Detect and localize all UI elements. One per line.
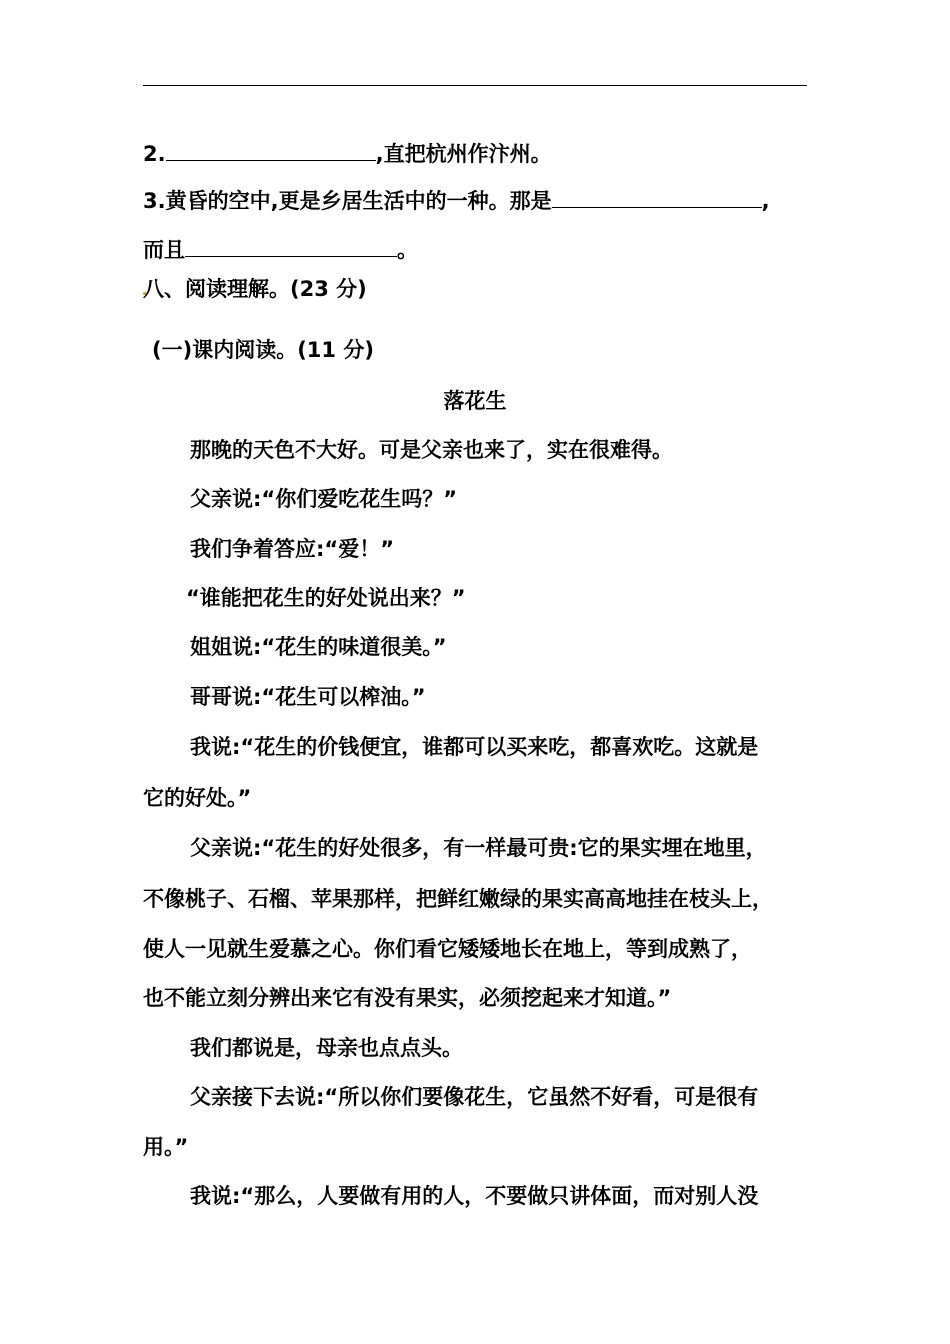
- passage-line: 不像桃子、石榴、苹果那样，把鲜红嫩绿的果实高高地挂在枝头上，: [143, 887, 773, 911]
- question-3-line-1: [143, 187, 770, 215]
- question-3-blank-2[interactable]: [185, 236, 397, 257]
- passage-line: 姐姐说:“花生的味道很美。”: [190, 635, 447, 659]
- question-3-line2-suffix: 。: [397, 238, 418, 262]
- passage-line: 父亲接下去说:“所以你们要像花生，它虽然不好看，可是很有: [190, 1085, 759, 1109]
- question-3-suffix: ,: [761, 189, 770, 213]
- passage-line: 我说:“花生的价钱便宜，谁都可以买来吃，都喜欢吃。这就是: [190, 735, 759, 759]
- passage-line: 哥哥说:“花生可以榨油。”: [190, 685, 426, 709]
- question-3-blank-1[interactable]: [552, 187, 762, 208]
- passage-line: 父亲说:“花生的好处很多，有一样最可贵:它的果实埋在地里，: [190, 836, 767, 860]
- question-2-number: 2.: [143, 142, 166, 166]
- question-3-line-2: [143, 236, 418, 264]
- section-subheading: (一)课内阅读。(11 分): [152, 338, 374, 362]
- question-2-suffix: ,直把杭州作汴州。: [375, 142, 552, 166]
- passage-line: 它的好处。”: [143, 786, 252, 810]
- passage-line: 父亲说:“你们爱吃花生吗？”: [190, 487, 458, 511]
- passage-line: “谁能把花生的好处说出来？”: [186, 586, 466, 610]
- passage-line: 我说:“那么，人要做有用的人，不要做只讲体面，而对别人没: [190, 1184, 759, 1208]
- question-2-blank[interactable]: [166, 140, 376, 161]
- passage-line: 也不能立刻分辨出来它有没有果实，必须挖起来才知道。”: [143, 986, 672, 1010]
- question-3-line2-prefix: 而且: [143, 238, 185, 262]
- question-2: [143, 140, 552, 168]
- passage-line: 那晚的天色不大好。可是父亲也来了，实在很难得。: [190, 438, 673, 462]
- passage-line: 我们都说是，母亲也点点头。: [190, 1036, 463, 1060]
- passage-line: 使人一见就生爱慕之心。你们看它矮矮地长在地上，等到成熟了，: [143, 937, 752, 961]
- header-rule: [143, 85, 807, 86]
- passage-line: 我们争着答应:“爱！”: [190, 537, 395, 561]
- question-3-prefix: 3.黄昏的空中,更是乡居生活中的一种。那是: [143, 189, 552, 213]
- passage-line: 用。”: [143, 1135, 189, 1159]
- section-heading: 八、阅读理解。(23 分): [143, 277, 367, 301]
- passage-title: 落花生: [443, 389, 507, 413]
